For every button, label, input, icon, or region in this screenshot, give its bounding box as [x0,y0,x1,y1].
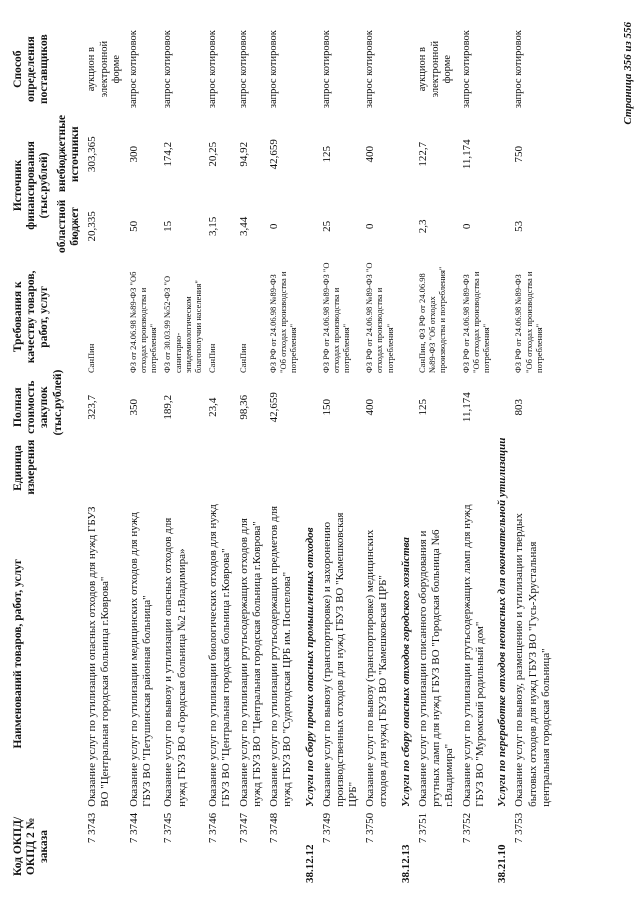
table-row [319,25,363,883]
row-requirements: ФЗ РФ от 24.06.98 №89-ФЗ "О отходах производства и потребления" [364,262,395,373]
header-method: Способ определения поставщиков [12,34,51,105]
row-funding-extrabudget: 174,2 [162,141,175,167]
row-method: запрос котировок [237,30,249,109]
row-name: Оказание услуг по утилизации биологических отходов для нужд ГБУЗ ВО "Центральная городская больница г.Коврова" [207,504,233,807]
row-name: Оказание услуг по утилизации ртутьсодержащих предметов для нужд ГБУЗ ВО "Судогодская ЦРБ им. Поспелова" [267,505,294,807]
row-name: Оказание услуг по утилизации опасных отходов для нужд ГБУЗ ВО "Центральная городская больница г.Коврова" [86,506,112,807]
row-code: 7 3746 [207,812,220,844]
row-method: аукцион в электронной форме [86,40,123,98]
row-funding-extrabudget: 400 [364,145,377,163]
header-cost: Полная стоимость закупок (тыс.рублей) [12,369,64,436]
row-funding-extrabudget: 125 [320,145,333,163]
table-row [84,25,126,883]
table-row [236,25,266,883]
row-funding-extrabudget: 122,7 [417,141,429,167]
section-title: Услуги по сбору прочих опасных промышленных отходов [303,527,316,807]
row-method: запрос котировок [364,30,376,109]
row-funding-regional: 3,15 [207,216,220,236]
row-unit [511,438,555,497]
header-funding-extrabudget: внебюджетные источники [55,114,81,193]
row-method: запрос котировок [127,30,139,109]
row-unit [362,438,397,497]
row-code: 7 3750 [364,812,377,844]
row-code: 7 3753 [513,812,526,844]
header-requirements: Требования к качеству товаров, работ, услуг [12,270,51,364]
row-funding-extrabudget: 300 [127,145,140,163]
header-unit: Единица измерения [12,439,38,495]
table-row [415,25,459,883]
row-funding-extrabudget: 20,25 [207,141,220,167]
row-cost: 189,2 [162,394,175,420]
header-funding: Источник финансирования (тыс.рублей) [12,141,51,230]
table-row [511,25,555,883]
row-cost: 42,659 [267,392,280,423]
row-funding-regional: 15 [162,220,175,232]
row-method: запрос котировок [513,30,525,109]
row-requirements: ФЗ РФ от 24.06.98 №89-ФЗ "Об отходах производства и потребления" [460,271,491,373]
row-requirements: СанПин [86,343,97,373]
row-funding-regional: 2,3 [417,219,429,234]
row-unit [236,438,266,497]
row-cost: 323,7 [86,394,99,420]
row-requirements: ФЗ от 24.06.98 №89-ФЗ "Об отходах производства и потребления" [127,271,159,373]
table-row [205,25,235,883]
table-body [84,25,555,883]
header-code: Код ОКПД/ ОКПД 2 № заказа [12,816,51,877]
row-code: 7 3744 [127,812,140,844]
row-funding-extrabudget: 42,659 [267,139,280,170]
table-row [459,25,494,883]
procurement-table [10,25,555,883]
row-requirements: СанПин [237,343,248,373]
row-code: 7 3752 [460,812,473,844]
row-unit [319,438,363,497]
row-cost: 23,4 [207,397,220,417]
row-funding-regional: 0 [267,223,280,230]
section-row [397,25,415,883]
row-cost: 11,174 [460,392,473,423]
section-row [493,25,511,883]
row-funding-extrabudget: 303,365 [86,136,99,173]
row-funding-extrabudget: 750 [513,145,526,163]
section-code: 38.12.12 [303,844,316,883]
row-unit [415,438,459,497]
row-cost: 803 [513,398,526,416]
row-name: Оказание услуг по утилизации ртутьсодержащих ламп для нужд ГБУЗ ВО "Муромский родильный дом" [460,504,486,807]
row-funding-regional: 3,44 [237,216,250,236]
row-funding-regional: 0 [364,223,377,230]
row-name: Оказание услуг по утилизации медицинских отходов для нужд ГБУЗ ВО "Петушинская районная больница" [127,512,154,807]
table-row [160,25,205,883]
row-method: аукцион в электронной форме [417,40,454,98]
row-code: 7 3751 [417,812,429,844]
row-unit [160,438,205,497]
table-row [126,25,161,883]
row-cost: 98,36 [237,394,250,420]
row-cost: 150 [320,398,333,416]
row-code: 7 3748 [267,812,280,844]
row-requirements: ФЗ РФ от 24.06.98 №89-ФЗ "О отходах производства и потребления" [320,262,352,373]
row-name: Оказание услуг по вывозу (транспортировке) медицинских отходов для нужд ГБУЗ ВО "Камешковская ЦРБ" [364,529,390,807]
row-method: запрос котировок [162,30,174,109]
page-footer: Страница 356 из 556 [622,22,634,125]
row-funding-extrabudget: 94,92 [237,141,250,167]
row-name: Оказание услуг по утилизации списанного оборудования и ртутных ламп для нужд ГБУЗ ВО "Городская больница №6 г.Владимира" [417,529,456,807]
section-title: Услуги по переработке отходов неопасных для окончательной утилизации [496,437,509,807]
row-name: Оказание услуг по вывозу, размещению и утилизации твердых бытовых отходов для нужд ГБУЗ ВО "Гусь-Хрустальная центральная городская больница" [513,513,552,807]
row-unit [459,438,494,497]
row-cost: 350 [127,398,140,416]
row-cost: 125 [417,398,429,416]
row-unit [205,438,235,497]
row-name: Оказание услуг по вывозу (транспортировке) и захоронению производственных отходов для нужд ГБУЗ ВО "Камешковская ЦРБ" [320,512,360,807]
row-requirements: ФЗ РФ от 24.06.98 №89-ФЗ "Об отходах производства и потребления" [267,271,299,373]
section-code: 38.21.10 [496,844,509,883]
row-method: запрос котировок [267,30,279,109]
header-funding-regional: областной бюджет [55,199,81,253]
row-method: запрос котировок [207,30,219,109]
row-code: 7 3743 [86,812,99,844]
row-unit [126,438,161,497]
row-funding-regional: 25 [320,220,333,232]
row-funding-regional: 53 [513,220,526,232]
row-code: 7 3749 [320,812,333,844]
row-unit [266,438,301,497]
section-code: 38.12.13 [399,844,412,883]
table-row [362,25,397,883]
row-requirements: СанПин, ФЗ РФ от 24.06.98 №89-ФЗ "Об отходах производства и потребления" [417,266,448,373]
row-name: Оказание услуг по вывозу и утилизации опасных отходов для нужд ГБУЗ ВО «Городская больница №2 г.Владимира» [162,517,188,807]
row-cost: 400 [364,398,377,416]
row-name: Оказание услуг по утилизации ртутьсодержащих отходов для нужд ГБУЗ ВО "Центральная городская больница г.Коврова" [237,518,263,807]
row-unit [84,438,126,497]
row-code: 7 3745 [162,812,175,844]
row-funding-regional: 0 [460,223,473,230]
row-funding-regional: 50 [127,220,140,232]
row-requirements: ФЗ от 30.03.99 №52-ФЗ "О санитарно-эпидемиологическом благополучии населения" [162,275,203,373]
row-funding-regional: 20,335 [86,211,99,242]
row-method: запрос котировок [460,30,472,109]
row-method: запрос котировок [320,30,332,109]
row-requirements: СанПин [207,343,218,373]
row-funding-extrabudget: 11,174 [460,139,473,170]
header-row [10,25,54,883]
section-title: Услуги по сбору опасных отходов городского хозяйства [399,537,412,807]
table-row [266,25,301,883]
row-requirements: ФЗ РФ от 24.06.98 №89-ФЗ "Об отходах производства и потребления" [513,271,544,373]
row-code: 7 3747 [237,812,250,844]
section-row [301,25,319,883]
header-name: Наименований товаров, работ, услуг [12,558,24,749]
